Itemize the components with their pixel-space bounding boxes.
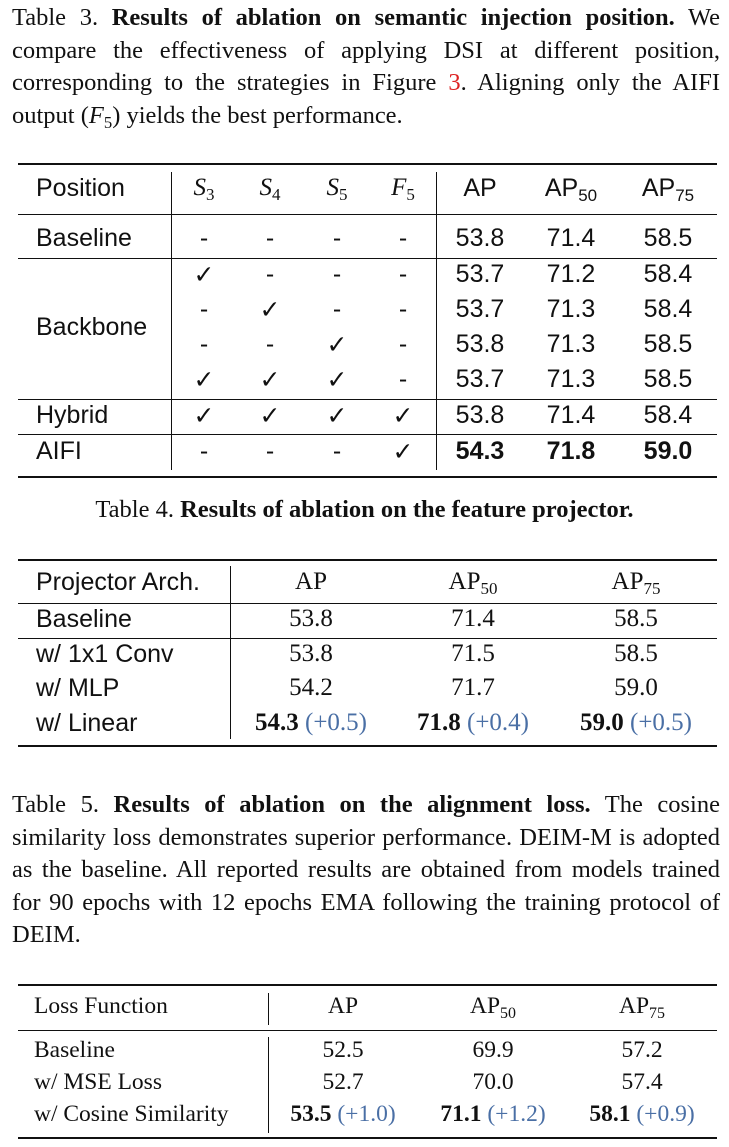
- table5-row-2-ap: 53.5: [290, 1101, 332, 1127]
- table3-caption-f-sub: 5: [103, 112, 113, 132]
- table4-row-0-ap50: 71.4: [451, 605, 495, 632]
- table4-row-3-ap50-gain: (+0.4): [467, 709, 529, 736]
- table4-row-3-ap-gain: (+0.5): [305, 709, 367, 736]
- table4-row-1-ap: 53.8: [289, 640, 333, 667]
- table5-caption-text: The cosine similarity loss demonstrates superior performance. DEIM-M is adopted as the baseline. All reported results are obtained from models trained for 90 epochs with 12 epochs EMA following the training protocol of DEIM.: [12, 791, 720, 948]
- table3-header-s4: $S_4$: [259, 174, 281, 205]
- table3-row-0-ap75: 58.5: [643, 224, 693, 252]
- table3-row-6-f5: ✓: [392, 438, 414, 466]
- table3-row-1-f5: -: [398, 260, 408, 288]
- table5-header-ap75: $AP_{75}$: [618, 993, 666, 1022]
- table3-caption-text-2: . Aligning only the AIFI output (: [12, 69, 720, 129]
- table3-row-1-s4: -: [265, 260, 275, 288]
- table3-header-position: Position: [36, 174, 125, 202]
- table3-row-0-s5: -: [332, 224, 342, 252]
- table3-row-6-ap: 54.3: [455, 437, 505, 465]
- table3-row-4-s5: ✓: [326, 366, 348, 394]
- table5-row-0-ap75: 57.2: [621, 1037, 663, 1063]
- table4-row-3-ap75-gain: (+0.5): [630, 709, 692, 736]
- table3-row-6-ap50: 71.8: [546, 437, 596, 465]
- table3-row-5-ap: 53.8: [455, 401, 505, 429]
- table4-row-0-name: Baseline: [36, 605, 132, 633]
- table5-row-1-ap: 52.7: [322, 1069, 364, 1095]
- table5-row-2-ap75-gain: (+0.9): [636, 1101, 695, 1127]
- table3-row-1-s5: -: [332, 260, 342, 288]
- table3-header-s3: $S_3$: [193, 174, 215, 205]
- table4-row-2-name: w/ MLP: [36, 674, 120, 702]
- table3-row-3-ap75: 58.5: [643, 330, 693, 358]
- table5-header-rule: [18, 1030, 717, 1031]
- table3-row-4-ap75: 58.5: [643, 365, 693, 393]
- table3-caption-f: F: [88, 101, 104, 129]
- table3-row-3-s3: -: [199, 330, 209, 358]
- table3-row-2-f5: -: [398, 295, 408, 323]
- table5-row-2-ap50: 71.1: [440, 1101, 482, 1127]
- table3-row-0-s3: -: [199, 224, 209, 252]
- table3-row-6-ap75: 59.0: [643, 437, 693, 465]
- table5-header-loss: Loss Function: [34, 993, 168, 1019]
- table3-row-2-ap50: 71.3: [546, 295, 596, 323]
- table5-row-2-ap75-cell: [589, 1101, 694, 1128]
- table3-row-1-ap50: 71.2: [546, 260, 596, 288]
- table3-group-hybrid: Hybrid: [36, 401, 109, 429]
- table4-row-2-ap: 54.2: [289, 674, 333, 701]
- table5-bottom-rule: [18, 1137, 717, 1139]
- table3-row-4-s3: ✓: [193, 366, 215, 394]
- table5-row-1-ap75: 57.4: [621, 1069, 663, 1095]
- table3-row-4-s4: ✓: [259, 366, 281, 394]
- table3-header-ap: AP: [463, 174, 497, 202]
- table5-row-0-ap: 52.5: [322, 1037, 364, 1063]
- table4-row-2-ap50: 71.7: [451, 674, 495, 701]
- table3-row-1-s3: ✓: [193, 261, 215, 289]
- table5-row-1-name: w/ MSE Loss: [34, 1069, 162, 1095]
- table3-caption-title: Results of ablation on semantic injection position.: [111, 4, 675, 31]
- table5-header-ap: AP: [327, 993, 359, 1019]
- table3-row-2-s3: -: [199, 295, 209, 323]
- table4-row-0-ap75: 58.5: [614, 605, 658, 632]
- table3-row-5-s5: ✓: [326, 402, 348, 430]
- table3-row-0-f5: -: [398, 224, 408, 252]
- table4-row-0-ap: 53.8: [289, 605, 333, 632]
- table3-row-4-ap50: 71.3: [546, 365, 596, 393]
- table4-header-ap75: $AP_{75}$: [611, 568, 661, 599]
- table3-row-1-ap: 53.7: [455, 260, 505, 288]
- table5-row-2-ap-gain: (+1.0): [337, 1101, 396, 1127]
- table3-row-2-ap: 53.7: [455, 295, 505, 323]
- table3-caption-label: Table 3.: [12, 4, 99, 31]
- table3-header-ap75: $AP_{75}$: [641, 174, 695, 206]
- table3-row-5-ap50: 71.4: [546, 401, 596, 429]
- table3-row-5-ap75: 58.4: [643, 401, 693, 429]
- table3-row-5-s4: ✓: [259, 402, 281, 430]
- table4-header-ap50: $AP_{50}$: [448, 568, 498, 599]
- table3-group-baseline: Baseline: [36, 224, 132, 252]
- table4-row-2-ap75: 59.0: [614, 674, 658, 701]
- table4-row-1-ap75: 58.5: [614, 640, 658, 667]
- table4-row-1-name: w/ 1x1 Conv: [36, 640, 174, 668]
- table4-row-3-ap50: 71.8: [417, 709, 461, 736]
- table3-row-3-ap: 53.8: [455, 330, 505, 358]
- table5-caption-label: Table 5.: [12, 791, 99, 818]
- table5-divider-header: [268, 993, 269, 1025]
- table3-row-6-s4: -: [265, 437, 275, 465]
- table3-header-f5: $F_5$: [391, 174, 415, 205]
- table3-group-backbone: Backbone: [36, 313, 148, 341]
- table3-row-2-s4: ✓: [259, 296, 281, 324]
- table5-header-ap50: $AP_{50}$: [469, 993, 517, 1022]
- table3-row-0-ap50: 71.4: [546, 224, 596, 252]
- table4-header-ap: AP: [295, 568, 327, 595]
- table3-row-0-ap: 53.8: [455, 224, 505, 252]
- table3-row-4-ap: 53.7: [455, 365, 505, 393]
- table5-row-2-ap-cell: [290, 1101, 395, 1128]
- table3-row-2-s5: -: [332, 295, 342, 323]
- table5-row-2-ap50-cell: [440, 1101, 545, 1128]
- table3-row-5-s3: ✓: [193, 402, 215, 430]
- table3-row-3-ap50: 71.3: [546, 330, 596, 358]
- table3-row-3-f5: -: [398, 330, 408, 358]
- table3-header-ap50: $AP_{50}$: [544, 174, 598, 206]
- table5-row-1-ap50: 70.0: [472, 1069, 514, 1095]
- table3-row-6-s3: -: [199, 437, 209, 465]
- table5-row-2-name: w/ Cosine Similarity: [34, 1101, 229, 1127]
- table4-row-3-ap75: 59.0: [580, 709, 624, 736]
- table4-title-text: Results of ablation on the feature projector.: [180, 496, 634, 523]
- table3-group-aifi: AIFI: [36, 437, 82, 465]
- table4-row-1-ap50: 71.5: [451, 640, 495, 667]
- table3-row-5-f5: ✓: [392, 402, 414, 430]
- table4-row-3-name: w/ Linear: [36, 709, 138, 737]
- table3-row-2-ap75: 58.4: [643, 295, 693, 323]
- table3-row-1-ap75: 58.4: [643, 260, 693, 288]
- table3-row-4-f5: -: [398, 365, 408, 393]
- table4-title-label: Table 4.: [95, 496, 174, 523]
- table5-row-0-ap50: 69.9: [472, 1037, 514, 1063]
- table3-row-0-s4: -: [265, 224, 275, 252]
- figure-reference-link[interactable]: 3: [448, 69, 461, 96]
- table3-row-3-s4: -: [265, 330, 275, 358]
- table4-row-3-ap: 54.3: [255, 709, 299, 736]
- table5-row-2-ap50-gain: (+1.2): [487, 1101, 546, 1127]
- table3-caption-text-1: We compare the effectiveness of applying DSI at different position, corresponding to the strategies in Figure: [12, 4, 720, 96]
- table5-top-rule: [18, 984, 717, 986]
- table3-row-6-s5: -: [332, 437, 342, 465]
- table5-row-0-name: Baseline: [34, 1037, 115, 1063]
- table5-divider-body: [268, 1037, 269, 1133]
- table3-row-3-s5: ✓: [326, 331, 348, 359]
- table5-row-2-ap75: 58.1: [589, 1101, 631, 1127]
- table3-header-s5: $S_5$: [326, 174, 348, 205]
- table4-header-arch: Projector Arch.: [36, 568, 200, 596]
- table5-caption-title: Results of ablation on the alignment loss.: [113, 791, 591, 818]
- table3-caption-text-3: ) yields the best performance.: [112, 101, 403, 129]
